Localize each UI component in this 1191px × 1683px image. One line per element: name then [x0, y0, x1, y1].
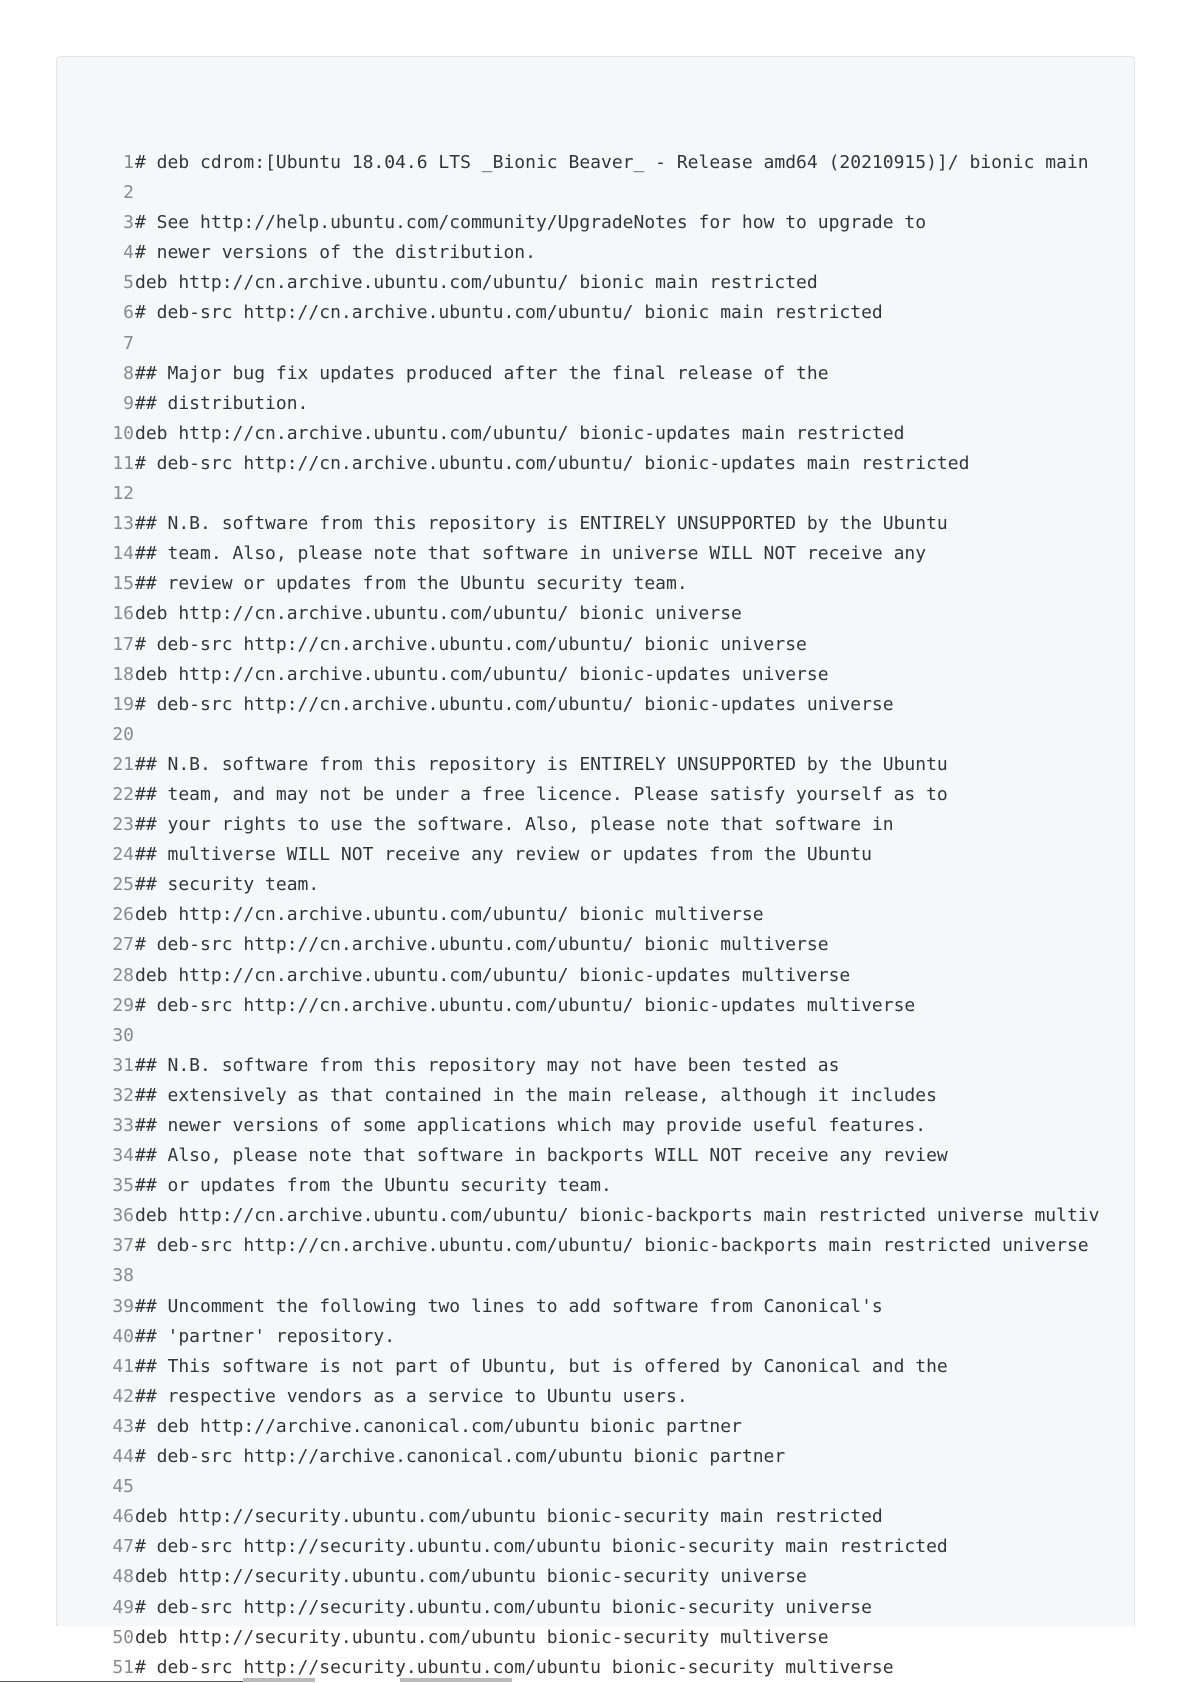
- line-text[interactable]: # deb-src http://security.ubuntu.com/ubuntu bionic-security universe: [135, 1596, 872, 1618]
- line-number: 41: [112, 1355, 134, 1377]
- line-text[interactable]: # deb-src http://cn.archive.ubuntu.com/ubuntu/ bionic-backports main restricted universe: [135, 1235, 1089, 1257]
- line-text[interactable]: ## N.B. software from this repository is ENTIRELY UNSUPPORTED by the Ubuntu: [135, 513, 948, 535]
- line-text[interactable]: ## review or updates from the Ubuntu security team.: [135, 573, 688, 595]
- line-text[interactable]: ## respective vendors as a service to Ubuntu users.: [135, 1385, 688, 1407]
- line-text[interactable]: # deb-src http://security.ubuntu.com/ubuntu bionic-security multiverse: [135, 1656, 894, 1678]
- line-number: 5: [123, 272, 134, 294]
- line-number: 50: [112, 1626, 134, 1648]
- line-text[interactable]: deb http://cn.archive.ubuntu.com/ubuntu/ bionic main restricted: [135, 272, 818, 294]
- line-number: 24: [112, 844, 134, 866]
- line-number: 51: [112, 1656, 134, 1678]
- footer-mark: [243, 1678, 315, 1682]
- line-text[interactable]: # deb http://archive.canonical.com/ubuntu bionic partner: [135, 1415, 742, 1437]
- line-text[interactable]: # deb-src http://cn.archive.ubuntu.com/ubuntu/ bionic main restricted: [135, 302, 883, 324]
- line-number: 28: [112, 964, 134, 986]
- line-number: 46: [112, 1506, 134, 1528]
- line-text[interactable]: ## team, and may not be under a free licence. Please satisfy yourself as to: [135, 783, 948, 805]
- line-text[interactable]: ## Major bug fix updates produced after the final release of the: [135, 362, 829, 384]
- line-number: 25: [112, 874, 134, 896]
- line-number: 1: [123, 152, 134, 173]
- line-text[interactable]: ## Also, please note that software in backports WILL NOT receive any review: [135, 1145, 948, 1167]
- line-number: 32: [112, 1084, 134, 1106]
- line-text[interactable]: # deb-src http://cn.archive.ubuntu.com/ubuntu/ bionic-updates main restricted: [135, 452, 970, 474]
- line-number: 49: [112, 1596, 134, 1618]
- line-text[interactable]: ## security team.: [135, 874, 320, 896]
- line-text[interactable]: ## distribution.: [135, 392, 309, 414]
- line-text[interactable]: ## 'partner' repository.: [135, 1325, 396, 1347]
- line-number: 18: [112, 663, 134, 685]
- line-number: 17: [112, 633, 134, 655]
- line-number: 9: [123, 392, 134, 414]
- line-number: 45: [112, 1476, 134, 1498]
- line-text[interactable]: ## N.B. software from this repository may not have been tested as: [135, 1054, 840, 1076]
- line-text[interactable]: deb http://cn.archive.ubuntu.com/ubuntu/ bionic universe: [135, 603, 742, 625]
- line-text[interactable]: deb http://security.ubuntu.com/ubuntu bionic-security multiverse: [135, 1626, 829, 1648]
- line-number: 44: [112, 1446, 134, 1468]
- line-text[interactable]: deb http://cn.archive.ubuntu.com/ubuntu/ bionic-updates universe: [135, 663, 829, 685]
- line-text[interactable]: # deb-src http://cn.archive.ubuntu.com/ubuntu/ bionic universe: [135, 633, 807, 655]
- line-text[interactable]: deb http://cn.archive.ubuntu.com/ubuntu/ bionic multiverse: [135, 904, 764, 926]
- line-text[interactable]: ## multiverse WILL NOT receive any review or updates from the Ubuntu: [135, 844, 872, 866]
- line-number: 33: [112, 1115, 134, 1136]
- line-text[interactable]: deb http://cn.archive.ubuntu.com/ubuntu/ bionic-backports main restricted universe multiv: [135, 1205, 1100, 1227]
- line-number: 20: [112, 723, 134, 745]
- line-text[interactable]: # See http://help.ubuntu.com/community/UpgradeNotes for how to upgrade to: [135, 212, 927, 234]
- line-number: 40: [112, 1325, 134, 1347]
- line-number: 43: [112, 1415, 134, 1437]
- line-text[interactable]: deb http://cn.archive.ubuntu.com/ubuntu/ bionic-updates main restricted: [135, 422, 905, 444]
- line-number: 29: [112, 994, 134, 1016]
- line-number: 31: [112, 1054, 134, 1076]
- line-number: 27: [112, 934, 134, 956]
- line-number: 22: [112, 783, 134, 805]
- line-number: 4: [123, 242, 134, 264]
- line-number: 47: [112, 1536, 134, 1558]
- line-number: 37: [112, 1235, 134, 1257]
- line-number: 14: [112, 543, 134, 565]
- line-number: 2: [123, 182, 134, 204]
- line-text[interactable]: # deb-src http://cn.archive.ubuntu.com/ubuntu/ bionic multiverse: [135, 934, 829, 956]
- line-number: 16: [112, 603, 134, 625]
- line-number: 23: [112, 814, 134, 836]
- line-text[interactable]: ## Uncomment the following two lines to add software from Canonical's: [135, 1295, 883, 1317]
- line-text[interactable]: deb http://security.ubuntu.com/ubuntu bionic-security main restricted: [135, 1506, 883, 1528]
- line-text[interactable]: # deb-src http://cn.archive.ubuntu.com/ubuntu/ bionic-updates multiverse: [135, 994, 916, 1016]
- line-number: 15: [112, 573, 134, 595]
- line-text[interactable]: ## N.B. software from this repository is ENTIRELY UNSUPPORTED by the Ubuntu: [135, 753, 948, 775]
- line-number: 8: [123, 362, 134, 384]
- line-number: 12: [112, 483, 134, 505]
- line-number: 42: [112, 1385, 134, 1407]
- line-text[interactable]: deb http://cn.archive.ubuntu.com/ubuntu/ bionic-updates multiverse: [135, 964, 851, 986]
- line-number: 6: [123, 302, 134, 324]
- line-text[interactable]: # deb-src http://cn.archive.ubuntu.com/ubuntu/ bionic-updates universe: [135, 693, 894, 715]
- line-number: 35: [112, 1175, 134, 1197]
- line-text[interactable]: ## team. Also, please note that software in universe WILL NOT receive any: [135, 543, 927, 565]
- line-number: 11: [112, 452, 134, 474]
- line-number: 39: [112, 1295, 134, 1317]
- line-number: 38: [112, 1265, 134, 1287]
- line-text[interactable]: ## your rights to use the software. Also, please note that software in: [135, 814, 894, 836]
- line-number: 34: [112, 1145, 134, 1167]
- line-text[interactable]: ## extensively as that contained in the main release, although it includes: [135, 1084, 937, 1106]
- line-text[interactable]: # deb cdrom:[Ubuntu 18.04.6 LTS _Bionic Beaver_ - Release amd64 (20210915)]/ bionic main: [135, 152, 1089, 173]
- footer-mark: [400, 1678, 512, 1682]
- line-number: 48: [112, 1566, 134, 1588]
- line-text[interactable]: ## newer versions of some applications which may provide useful features.: [135, 1115, 927, 1136]
- line-number: 3: [123, 212, 134, 234]
- line-number: 30: [112, 1024, 134, 1046]
- line-text[interactable]: # newer versions of the distribution.: [135, 242, 536, 264]
- line-number: 19: [112, 693, 134, 715]
- line-text[interactable]: ## This software is not part of Ubuntu, but is offered by Canonical and the: [135, 1355, 948, 1377]
- line-number: 7: [123, 332, 134, 354]
- line-number: 13: [112, 513, 134, 535]
- line-text[interactable]: # deb-src http://archive.canonical.com/ubuntu bionic partner: [135, 1446, 786, 1468]
- footer-rule: [0, 1681, 245, 1682]
- line-number: 10: [112, 422, 134, 444]
- line-text[interactable]: ## or updates from the Ubuntu security team.: [135, 1175, 612, 1197]
- line-number: 26: [112, 904, 134, 926]
- line-number: 21: [112, 753, 134, 775]
- line-text[interactable]: deb http://security.ubuntu.com/ubuntu bionic-security universe: [135, 1566, 807, 1588]
- line-text[interactable]: # deb-src http://security.ubuntu.com/ubuntu bionic-security main restricted: [135, 1536, 948, 1558]
- code-block: [56, 56, 1135, 1678]
- line-number: 36: [112, 1205, 134, 1227]
